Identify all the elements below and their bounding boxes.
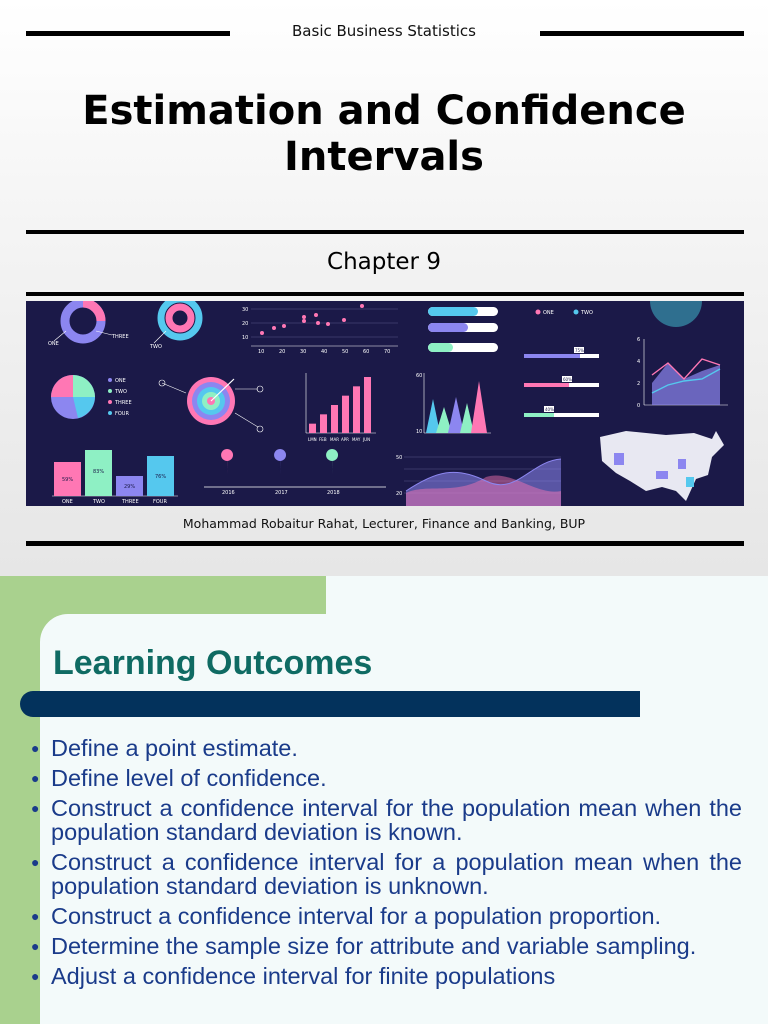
scatter-plot	[242, 304, 398, 355]
bar-chart	[306, 373, 376, 442]
mini-legend-2: TWO	[581, 310, 593, 316]
outcome-text: Define a point estimate.	[51, 735, 298, 761]
bar	[320, 414, 327, 433]
bar-x-label: MAY	[352, 437, 361, 442]
outcome-text: Adjust a confidence interval for finite populations	[51, 963, 556, 989]
triangle-chart	[416, 373, 491, 435]
bar-x-label: LMN	[308, 437, 317, 442]
timeline	[204, 449, 386, 496]
bullet-icon: ●	[31, 938, 40, 954]
donut2-caption: TWO	[150, 344, 162, 350]
title-line-1: Estimation and Confidence	[82, 88, 686, 134]
timeline-label-1: 2016	[222, 490, 235, 496]
bullet-icon: ●	[31, 800, 40, 816]
bullet-icon: ●	[31, 908, 40, 924]
bar-x-label: MAR	[330, 437, 339, 442]
donut-chart-2	[149, 301, 199, 350]
learning-outcomes-heading: Learning Outcomes	[53, 644, 373, 682]
outcomes-list	[0, 736, 768, 994]
mini-legend	[536, 310, 593, 317]
thin-progress-bars	[524, 347, 599, 417]
bullet-icon: ●	[31, 740, 40, 756]
scatter-y-1: 30	[242, 307, 249, 313]
timeline-label-3: 2018	[327, 490, 340, 496]
outcome-text: Construct a confidence interval for the population mean when the population standard deviation is known.	[51, 795, 742, 845]
block-caption-2: TWO	[93, 499, 105, 505]
legend-4: FOUR	[115, 411, 129, 417]
title-line-2: Intervals	[284, 134, 484, 180]
block-caption-1: ONE	[62, 499, 73, 505]
donut-chart-1	[48, 303, 129, 347]
line-y-3: 2	[637, 381, 641, 387]
mini-legend-1: ONE	[543, 310, 554, 316]
pin-glyph-2: $	[278, 466, 282, 472]
bar	[331, 405, 338, 433]
line-y-2: 4	[637, 359, 641, 365]
block-chart	[52, 450, 178, 505]
bar	[309, 424, 316, 433]
block-label-2: 83%	[93, 469, 105, 475]
legend-1: ONE	[115, 378, 126, 384]
pin-glyph-1: $	[225, 466, 229, 472]
slide-title	[40, 88, 728, 180]
scatter-x-label: 20	[279, 349, 286, 355]
target-icon	[159, 377, 263, 432]
donut-caption-2: THREE	[112, 334, 129, 340]
wave-chart	[396, 455, 561, 506]
area-line-chart	[637, 301, 728, 409]
list-item	[0, 766, 768, 790]
bullet-icon: ●	[31, 968, 40, 984]
block-label-3: 29%	[124, 484, 136, 490]
list-item	[0, 850, 768, 898]
bar-x-label: FEB	[319, 437, 327, 442]
scatter-x-label: 50	[342, 349, 349, 355]
block-label-4: 76%	[155, 474, 167, 480]
bar-x-label: JUN	[363, 437, 371, 442]
list-item	[0, 796, 768, 844]
legend-3: THREE	[115, 400, 132, 406]
scatter-x-label: 30	[300, 349, 307, 355]
top-right-rule	[540, 31, 744, 36]
us-map	[600, 431, 724, 501]
outcome-text: Determine the sample size for attribute and variable sampling.	[51, 933, 697, 959]
scatter-y-3: 10	[242, 335, 249, 341]
top-left-rule	[26, 31, 230, 36]
bar	[364, 377, 371, 433]
chapter-rule	[26, 292, 744, 296]
progress-label-3: 40%	[545, 407, 554, 412]
list-item	[0, 934, 768, 958]
bottom-rule	[26, 541, 744, 546]
list-item	[0, 736, 768, 760]
line-y-1: 6	[637, 337, 641, 343]
heading-underline-bar	[20, 691, 640, 717]
bullet-icon: ●	[31, 854, 40, 870]
line-y-4: 0	[637, 403, 641, 409]
pie-chart	[51, 375, 132, 419]
outcome-text: Define level of confidence.	[51, 765, 327, 791]
wave-y-1: 50	[396, 455, 403, 461]
bar	[342, 396, 349, 433]
legend-2: TWO	[115, 389, 127, 395]
scatter-x-label: 40	[321, 349, 328, 355]
bar	[353, 386, 360, 433]
title-rule	[26, 230, 744, 234]
scatter-x-label: 60	[363, 349, 370, 355]
scatter-x-label: 10	[258, 349, 265, 355]
progress-label-2: 60%	[563, 377, 572, 382]
list-item	[0, 964, 768, 988]
block-caption-4: FOUR	[153, 499, 167, 505]
learning-outcomes-slide	[0, 576, 768, 1024]
pin-glyph-3: $	[330, 466, 334, 472]
scatter-x-label: 70	[384, 349, 391, 355]
tri-y-1: 60	[416, 373, 423, 379]
progress-label-1: 75%	[575, 348, 584, 353]
outcome-text: Construct a confidence interval for a population proportion.	[51, 903, 662, 929]
list-item	[0, 904, 768, 928]
course-name: Basic Business Statistics	[292, 22, 476, 40]
chapter-label: Chapter 9	[327, 249, 441, 275]
timeline-label-2: 2017	[275, 490, 288, 496]
bullet-icon: ●	[31, 770, 40, 786]
block-label-1: 59%	[62, 477, 74, 483]
donut-caption-1: ONE	[48, 341, 59, 347]
infographic-svg	[26, 301, 744, 506]
author-credit: Mohammad Robaitur Rahat, Lecturer, Finance and Banking, BUP	[182, 516, 586, 531]
outcome-text: Construct a confidence interval for a population mean when the population standard deviation is unknown.	[51, 849, 742, 899]
scatter-y-2: 20	[242, 321, 249, 327]
block-caption-3: THREE	[122, 499, 139, 505]
data-infographic	[26, 301, 744, 506]
bar-x-label: APR	[341, 437, 349, 442]
tri-y-6: 10	[416, 429, 423, 435]
wave-y-4: 20	[396, 491, 403, 497]
pill-progress-bars	[428, 307, 498, 352]
